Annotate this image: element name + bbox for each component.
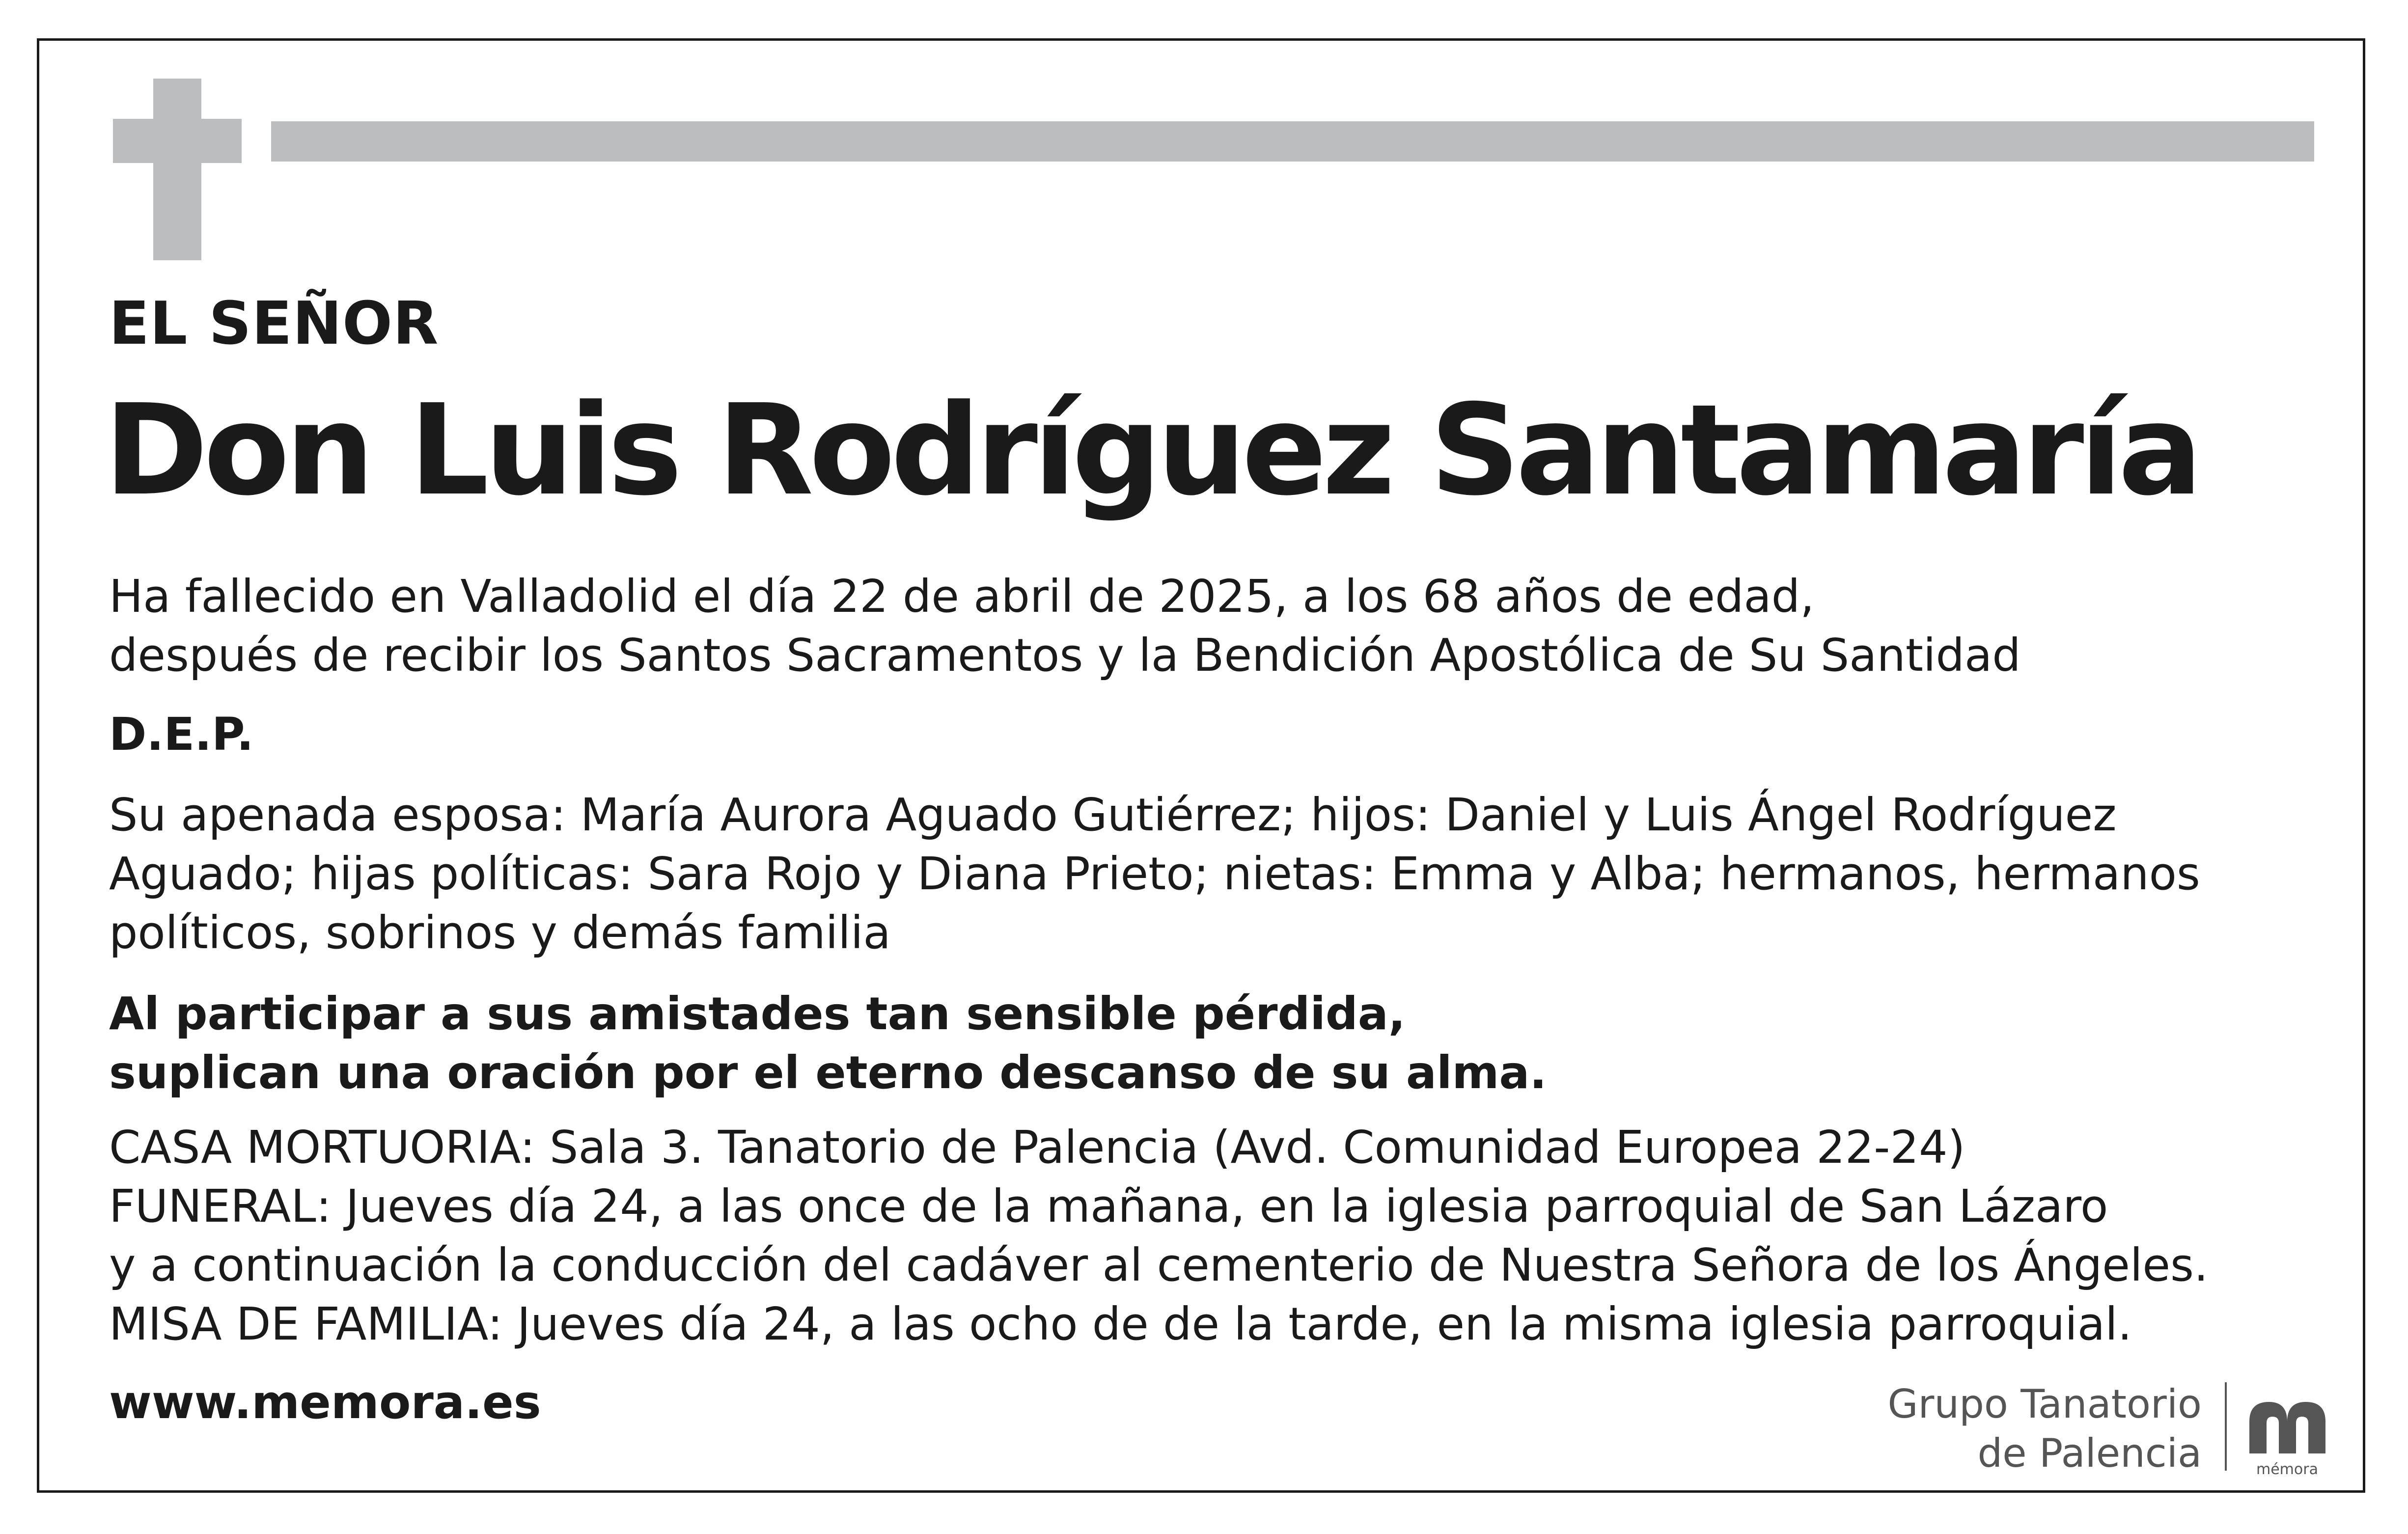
prayer-request [109, 985, 1547, 1102]
svg-text:mémora: mémora [2256, 1461, 2318, 1478]
brand-name [1888, 1380, 2202, 1478]
service-line: y a continuación la conducción del cadáver al cementerio de Nuestra Señora de los Ángeles. [109, 1239, 2209, 1291]
request-line: suplican una oración por el eterno descanso de su alma. [109, 1046, 1547, 1099]
memora-logo-icon [2242, 1395, 2333, 1478]
brand-divider [2225, 1382, 2227, 1471]
cross-vertical-bar [153, 79, 201, 260]
deceased-name: Don Luis Rodríguez Santamaría [104, 378, 2198, 523]
cross-horizontal-bar [113, 119, 242, 163]
service-line: CASA MORTUORIA: Sala 3. Tanatorio de Palencia (Avd. Comunidad Europea 22-24) [109, 1121, 1965, 1174]
request-line: Al participar a sus amistades tan sensible pérdida, [109, 987, 1406, 1040]
website-link[interactable]: www.memora.es [109, 1376, 541, 1429]
title-prefix: EL SEÑOR [109, 290, 439, 358]
service-line: MISA DE FAMILIA: Jueves día 24, a las ocho de de la tarde, en la misma iglesia parroquial. [109, 1298, 2132, 1350]
death-line: después de recibir los Santos Sacramentos y la Bendición Apostólica de Su Santidad [109, 629, 2021, 682]
death-statement [109, 567, 2021, 685]
header-rule [271, 121, 2314, 162]
family-line: políticos, sobrinos y demás familia [109, 906, 891, 959]
brand-line: de Palencia [1977, 1430, 2202, 1476]
brand-line: Grupo Tanatorio [1887, 1381, 2202, 1427]
service-line: FUNERAL: Jueves día 24, a las once de la mañana, en la iglesia parroquial de San Lázaro [109, 1180, 2108, 1233]
service-details [109, 1118, 2208, 1354]
family-line: Aguado; hijas políticas: Sara Rojo y Diana Prieto; nietas: Emma y Alba; hermanos, hermanos [109, 848, 2200, 900]
dep-label: D.E.P. [109, 708, 254, 761]
family-line: Su apenada esposa: María Aurora Aguado Gutiérrez; hijos: Daniel y Luis Ángel Rodríguez [109, 789, 2117, 841]
family-list [109, 786, 2200, 962]
death-line: Ha fallecido en Valladolid el día 22 de abril de 2025, a los 68 años de edad, [109, 570, 1815, 623]
